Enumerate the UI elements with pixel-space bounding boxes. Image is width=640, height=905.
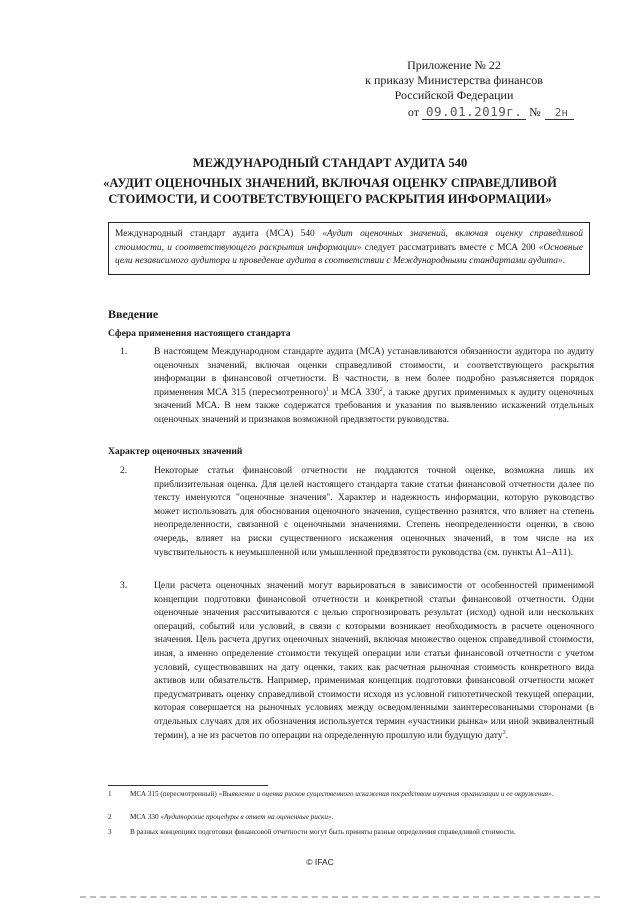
number-prefix: №: [529, 104, 541, 119]
paragraph-text: [154, 579, 594, 742]
title-line-2: «АУДИТ ОЦЕНОЧНЫХ ЗНАЧЕНИЙ, ВКЛЮЧАЯ ОЦЕНКУ СПРАВЕДЛИВОЙ СТОИМОСТИ, И СООТВЕТСТВУЮЩЕГО РАСКРЫТИЯ ИНФОРМАЦИИ»: [103, 176, 557, 206]
fn1-text-b: «Выявление и оценка рисков существенного искажения посредством изучения организации и ее окружения»: [218, 790, 552, 798]
appendix-country: Российской Федерации: [394, 87, 514, 102]
fn1-text-c: .: [551, 790, 554, 798]
p3-text-b: .: [505, 729, 509, 741]
footnote-text: [130, 813, 594, 823]
footnote-ref-2[interactable]: 2: [379, 386, 383, 393]
heading-introduction: Введение: [108, 307, 159, 321]
heading-scope: Сфера применения настоящего стандарта: [108, 328, 291, 339]
appendix-number: Приложение № 22: [407, 58, 501, 72]
footnote-1: [108, 790, 594, 800]
intro-text-a: Международный стандарт аудита (МСА) 540: [115, 229, 323, 239]
footnote-number: 1: [108, 790, 112, 798]
scan-edge-artifact: [80, 896, 600, 898]
footnote-text: [130, 790, 594, 800]
fn2-text-a: МСА 330: [130, 813, 161, 821]
paragraph-1: [108, 345, 594, 427]
footnote-divider: [108, 785, 268, 786]
paragraph-number: 2.: [120, 465, 128, 476]
paragraph-text: [154, 345, 594, 427]
heading-nature: Характер оценочных значений: [108, 446, 243, 457]
footnote-ref-1[interactable]: 1: [326, 386, 330, 393]
document-title: [100, 155, 560, 207]
appendix-order: к приказу Министерства финансов: [365, 72, 543, 87]
date-prefix: от: [407, 104, 419, 119]
copyright-notice: © IFAC: [306, 857, 334, 867]
appendix-header: [334, 58, 574, 120]
paragraph-2: [108, 464, 594, 559]
p1-text-c: , а также других применимых к аудиту оценочных значений МСА. В нем также содержатся требования и указания по выявлению искажений отдельных оценочных значений и признаков возможной предвзятости руководства.: [154, 386, 594, 426]
intro-box: [108, 222, 590, 275]
intro-text-d: «Основные цели независимого аудитора и проведение аудита в соответствии с Международными стандартами аудита»: [115, 242, 583, 267]
date-value: 09.01.2019г.: [422, 104, 526, 120]
p1-text-a: В настоящем Международном стандарте аудита (МСА) устанавливаются обязанности аудитора по аудиту оценочных значений, включая оценки справедливой стоимости, и соответствующего раскрытия информации в финансовой отчетности. В частности, в нем более подробно разъясняется порядок применения МСА 315 (пересмотренного): [154, 346, 594, 398]
footnote-number: 3: [108, 828, 112, 836]
intro-text-c: следует рассматривать вместе с МСА 200: [361, 242, 539, 253]
paragraph-text: Некоторые статьи финансовой отчетности не поддаются точной оценке, возможна лишь их приблизительная оценка. Для целей настоящего стандарта такие статьи финансовой отчетности далее по тексту именуются "оценочные значения". Характер и надежность информации, которую руководство может использовать для обоснования оценочного значения, существенно разнятся, что влияет на степень неопределенности, связанной с оценочными значениями. Степень неопределенности оценки, в свою очередь, влияет на риски существенного искажения оценочных значений, в том числе на их чувствительность к неумышленной или умышленной предвзятости руководства (см. пункты А1–А11).: [154, 465, 594, 558]
paragraph-number: 1.: [120, 346, 128, 357]
footnote-number: 2: [108, 813, 112, 821]
paragraph-number: 3.: [120, 580, 128, 591]
appendix-date-line: [334, 104, 574, 120]
intro-text-b: «Аудит оценочных значений, включая оценку справедливой стоимости, и соответствующего раскрытия информации»: [115, 229, 583, 253]
fn2-text-c: .: [331, 813, 334, 821]
title-line-1: МЕЖДУНАРОДНЫЙ СТАНДАРТ АУДИТА 540: [192, 156, 468, 170]
footnote-3: [108, 828, 594, 838]
p1-text-b: и МСА 330: [329, 386, 380, 398]
number-value: 2н: [545, 106, 574, 120]
footnote-ref-3[interactable]: 3: [502, 729, 506, 736]
paragraph-3: [108, 579, 594, 742]
footnote-text: В разных концепциях подготовки финансовой отчетности могут быть приняты разные определения справедливой стоимости.: [130, 828, 516, 836]
footnote-2: [108, 813, 594, 823]
intro-text-e: .: [562, 256, 565, 267]
fn1-text-a: МСА 315 (пересмотренный): [130, 790, 219, 798]
p3-text-a: Цели расчета оценочных значений могут варьироваться в зависимости от особенностей применимой концепции подготовки финансовой отчетности и конкретной статьи финансовой отчетности. Одни оценочные значения рассчитываются с целью спрогнозировать результат (исход) одной или нескольких операций, событий или условий, в связи с которыми возникает необходимость в расчете оценочного значения. Цель расчета других оценочных значений, включая множество оценок справедливой стоимости, иная, а именно определение стоимости текущей операции или статьи финансовой отчетности с учетом условий, существовавших на дату оценки, таких как расчетная рыночная стоимость конкретного вида активов или обязательств. Например, применимая концепция подготовки финансовой отчетности может предусматривать оценку справедливой стоимости исходя из условной гипотетической текущей операции, которая совершается на рыночных условиях между осведомленными заинтересованными сторонами (в отдельных случаях для их обозначения используется термин «участники рынка» или иной эквивалентный термин), а не из расчетов по операции на определенную прошлую или будущую дату: [154, 580, 594, 741]
fn2-text-b: «Аудиторские процедуры в ответ на оцененные риски»: [160, 813, 332, 821]
